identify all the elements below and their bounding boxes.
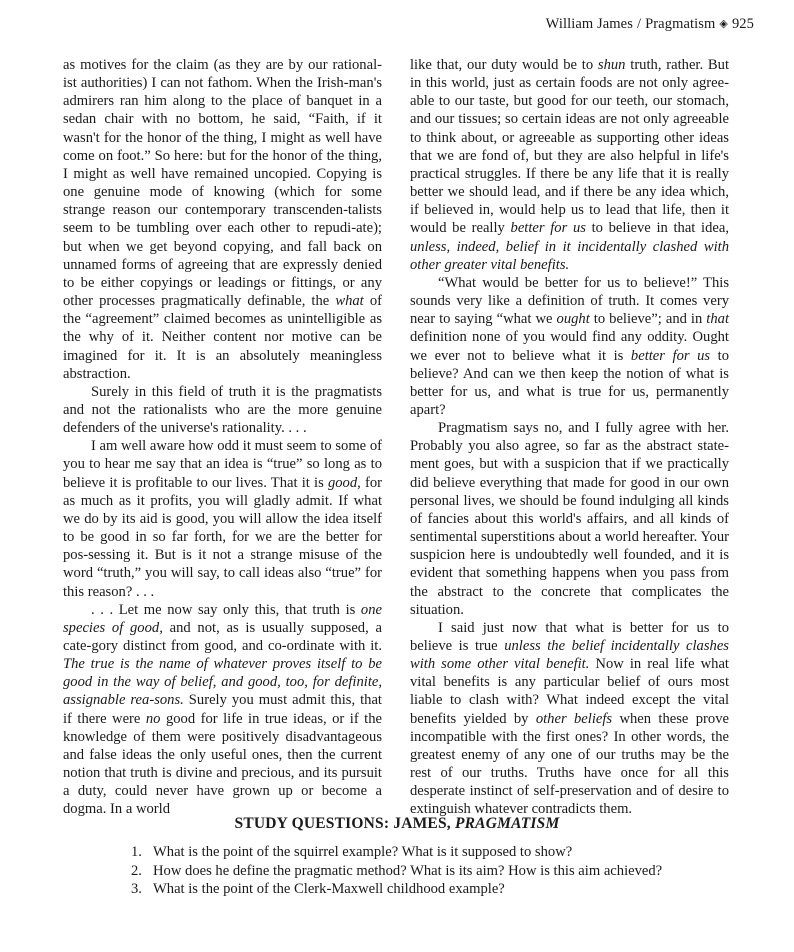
text-run: definition none of you would find any oddity. Ought we ever not to believe what it is (410, 329, 729, 364)
text-run: to believe? And can we then keep the notion of what is better for us, and what is true for us, permanently apart? (410, 347, 729, 418)
right-paragraph-1 (410, 56, 729, 274)
italic-run: unless, indeed, belief in it incidentally clashed with other greater vital benefits. (410, 238, 729, 273)
study-questions-list (131, 843, 731, 899)
italic-run: unless the belief incidentally clashes with some other vital benefit. (410, 638, 729, 673)
text-run: when these prove incompatible with the first ones? In other words, the greatest enemy of any one of our truths may be the rest of our truths. Truths have once for all this desperate instinct of self-preservation and of desire to extinguish whatever contradicts them. (410, 710, 729, 818)
italic-run: better for us (510, 220, 586, 237)
study-question-2 (131, 862, 731, 881)
study-question-1 (131, 843, 731, 862)
question-number: 2. (131, 862, 142, 879)
italic-run: shun (597, 57, 626, 73)
diamond-ornament-icon: ◈ (719, 18, 728, 30)
text-run: . . . Let me now say only this, that truth is (91, 601, 361, 618)
italic-run: good, (327, 474, 361, 491)
header-separator: / (636, 16, 642, 32)
italic-run: The true is the name of whatever proves itself to be good in the way of belief, and good, too, for definite, assignable rea-sons. (63, 656, 382, 709)
question-number: 1. (131, 844, 142, 860)
text-run: to believe in that idea, (585, 220, 729, 237)
text-run: of the “agreement” claimed becomes as unintelligible as the why of it. Neither content nor motive can be imagined for it. It is an absolutely meaningless abstraction. (63, 293, 382, 382)
text-run: I am well aware how odd it must seem to some of you to hear me say that an idea is “true” so long as to believe it is profitable to our lives. That it is (63, 438, 382, 491)
text-run: I said just now that what is better for us to believe is true (410, 619, 729, 654)
text-run: good for life in true ideas, or if the knowledge of them were positively disadvantageous and false ideas the only useful ones, then the current notion that truth is divine and precious, and its pursuit a duty, could never have grown up or become a dogma. In a world (63, 710, 382, 818)
left-paragraph-2: Surely in this field of truth it is the pragmatists and not the rationalists who are the more genuine defenders of the universe's rationality. . . . (63, 383, 382, 437)
page-number: 925 (731, 16, 754, 32)
running-head (546, 16, 754, 33)
left-paragraph-3 (63, 437, 382, 600)
question-number: 3. (131, 881, 142, 897)
italic-run: other beliefs (535, 710, 613, 727)
text-run: truth, rather. But in this world, just as certain foods are not only agree-able to our taste, but good for our teeth, our stomach, and our tissues; so certain ideas are not only agreeable to think about, or agreeable as supporting other ideas that we are fond of, but they are also helpful in life's practical struggles. If there be any life that it is really better we should lead, and if there be any idea which, if believed in, would help us to lead that life, then it would be really (410, 57, 729, 237)
two-column-body (63, 56, 760, 818)
right-paragraph-3: Pragmatism says no, and I fully agree with her. Probably you also agree, so far as the abstract state-ment goes, but with a suspicion that if we practically did believe everything that made for good in our own personal lives, we should be found indulging all kinds of fancies about this world's affairs, and all kinds of sentimental superstitions about a world hereafter. Your suspicion here is undoubtedly well founded, and it is evident that something happens when you pass from the abstract to the concrete that complicates the situation. (410, 420, 729, 618)
italic-run: better for us (630, 347, 711, 364)
heading-text: STUDY QUESTIONS: JAMES, (234, 815, 455, 832)
right-column (410, 56, 729, 819)
right-paragraph-4 (410, 619, 729, 819)
question-text: What is the point of the squirrel example? What is it supposed to show? (153, 844, 573, 860)
text-run: Surely you must admit this, that if there were (63, 692, 382, 727)
question-text: What is the point of the Clerk-Maxwell childhood example? (153, 881, 505, 897)
header-work-title: Pragmatism (645, 16, 716, 32)
header-author: William James (545, 16, 633, 32)
text-run: like that, our duty would be to (410, 57, 598, 73)
text-run: Now in real life what vital benefits is any particular belief of ours most liable to clash with? What indeed except the vital benefits yielded by (410, 656, 729, 727)
study-question-3 (131, 880, 731, 899)
text-run: “What would be better for us to believe!” This sounds very like a definition of truth. It comes very near to saying “what we (410, 274, 729, 328)
heading-italic-text: PRAGMATISM (454, 815, 560, 832)
italic-run: that (706, 311, 729, 328)
left-column (63, 56, 382, 819)
question-text: How does he define the pragmatic method? What is its aim? How is this aim achieved? (153, 862, 663, 879)
text-run: for as much as it profits, you will gladly admit. If what we do by its aid is good, you will allow the idea itself to be good in so far forth, for we are the better for pos-sessing it. But is it not a strange misuse of the word “truth,” you will say, to call ideas also “true” for this reason? . . . (63, 474, 383, 600)
right-paragraph-2 (410, 274, 729, 419)
italic-run: one species of good, (63, 601, 382, 636)
left-paragraph-4 (63, 601, 382, 819)
italic-run: no (145, 710, 161, 727)
text-run: to believe”; and in (589, 311, 707, 328)
italic-run: what (335, 293, 364, 310)
left-paragraph-1 (63, 56, 382, 383)
italic-run: ought (556, 311, 590, 328)
text-run: as motives for the claim (as they are by our rational-ist authorities) I can not fathom. When the Irish-man's admirers ran him along to the place of banquet in a sedan chair with no bottom, he said, “Faith, if it wasn't for the honor of the thing, I might as well have come on foot.” So here: but for the honor of the thing, I might as well have remained uncopied. Copying is one genuine mode of knowing (which for some strange reason our contemporary transcenden-talists seem to be tumbling over each other to repudi-ate); but when we get beyond copying, and fall back on unnamed forms of agreeing that are expressly denied to be either copyings or leadings or fittings, or any other processes pragmatically definable, the (63, 57, 382, 310)
study-questions-heading (0, 815, 794, 833)
text-run: and not, as is usually supposed, a cate-gory distinct from good, and co-ordinate with it. (63, 619, 382, 654)
